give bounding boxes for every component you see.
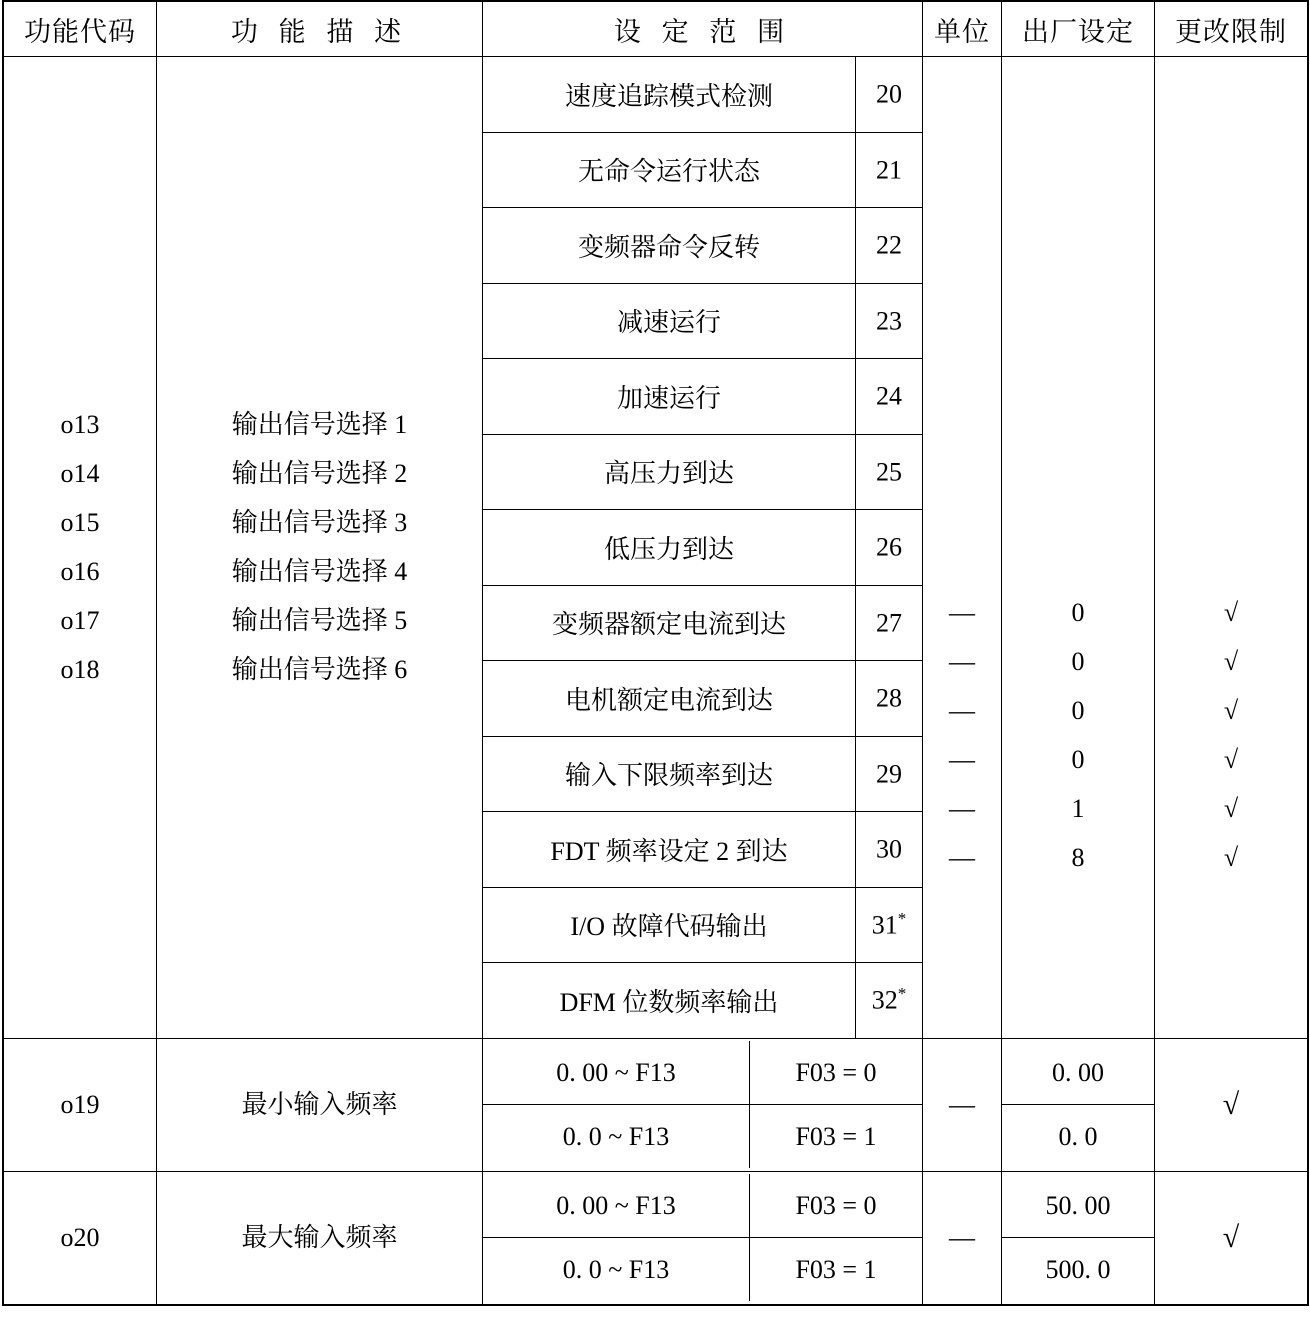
factory-spacer	[1002, 213, 1154, 588]
range-value	[856, 812, 923, 888]
range-condition: F03 = 1	[795, 1254, 877, 1284]
range-expression: 0. 0 ~ F13	[483, 1238, 750, 1302]
cell-function-code-o20: o20	[3, 1171, 157, 1305]
range-item	[483, 585, 922, 661]
header-change-limit: 更改限制	[1155, 1, 1309, 57]
table-row-output-signal-select	[3, 57, 1308, 1039]
header-function-description	[157, 1, 483, 57]
range-item	[483, 359, 922, 435]
code-o15: o15	[60, 508, 100, 538]
limit-o16: √	[1223, 744, 1239, 774]
range-label: 加速运行	[483, 359, 856, 435]
limit-o17: √	[1223, 793, 1239, 823]
range-value-star: *	[897, 908, 907, 928]
range-condition: F03 = 0	[750, 1041, 923, 1105]
header-factory-setting: 出厂设定	[1002, 1, 1155, 57]
cell-unit-o19: —	[923, 1038, 1002, 1171]
range-row	[483, 1105, 922, 1169]
range-value-text: 24	[876, 382, 902, 412]
range-value	[856, 585, 923, 661]
range-label: 低压力到达	[483, 510, 856, 586]
cell-factory-o19	[1002, 1038, 1155, 1171]
range-label: DFM 位数频率输出	[483, 963, 856, 1038]
range-row	[483, 1238, 922, 1302]
cell-units	[923, 57, 1002, 1039]
range-item	[483, 57, 922, 132]
factory-row	[1002, 1105, 1154, 1169]
unit-o14: —	[949, 646, 975, 676]
range-item	[483, 208, 922, 284]
cell-change-limits	[1155, 57, 1309, 1039]
range-label: 高压力到达	[483, 434, 856, 510]
table-row-max-input-frequency	[3, 1171, 1308, 1305]
limit-o18: √	[1223, 842, 1239, 872]
factory-o18: 8	[1071, 842, 1085, 872]
range-label: 变频器额定电流到达	[483, 585, 856, 661]
range-condition: F03 = 1	[795, 1121, 877, 1151]
factory-value: 500. 0	[1045, 1254, 1111, 1284]
range-item	[483, 963, 922, 1038]
limit-o13: √	[1223, 597, 1239, 627]
cell-function-code-o19: o19	[3, 1038, 157, 1171]
range-value	[856, 359, 923, 435]
range-value-text: 25	[876, 457, 902, 487]
factory-pair-table-o19	[1002, 1041, 1154, 1168]
factory-row	[1002, 1238, 1154, 1302]
range-value	[856, 510, 923, 586]
range-label: 电机额定电流到达	[483, 661, 856, 737]
header-setting-range-text: 设 定 范 围	[613, 16, 792, 47]
factory-o15: 0	[1071, 695, 1085, 725]
unit-o13: —	[949, 597, 975, 627]
desc-o14: 输出信号选择 2	[231, 459, 408, 489]
cell-setting-range-list	[483, 57, 923, 1039]
range-item	[483, 736, 922, 812]
header-unit: 单位	[923, 1, 1002, 57]
unit-o18: —	[949, 842, 975, 872]
desc-o16: 输出信号选择 4	[231, 557, 408, 587]
limit-o15: √	[1223, 695, 1239, 725]
code-o13: o13	[60, 410, 100, 440]
cell-function-descriptions	[157, 57, 483, 1039]
factory-row	[1002, 1174, 1154, 1238]
range-expression: 0. 00 ~ F13	[483, 1041, 750, 1105]
range-label: 无命令运行状态	[483, 132, 856, 208]
range-label: 变频器命令反转	[483, 208, 856, 284]
range-value	[856, 736, 923, 812]
range-value-text: 20	[876, 80, 902, 110]
range-value-text: 29	[876, 759, 902, 789]
range-label: 减速运行	[483, 283, 856, 359]
range-value-text: 32	[871, 986, 898, 1016]
cell-unit-o20: —	[923, 1171, 1002, 1305]
range-label: 输入下限频率到达	[483, 736, 856, 812]
range-item	[483, 812, 922, 888]
unit-o15: —	[949, 695, 975, 725]
cell-factory-o20	[1002, 1171, 1155, 1305]
range-value-text: 22	[876, 231, 902, 261]
factory-o13: 0	[1071, 597, 1085, 627]
range-value-text: 23	[876, 306, 902, 336]
parameter-table	[2, 0, 1309, 1306]
range-label: I/O 故障代码输出	[483, 887, 856, 963]
cell-description-o20: 最大输入频率	[157, 1171, 483, 1305]
cell-setting-range-o20	[483, 1171, 923, 1305]
code-o17: o17	[60, 606, 100, 636]
range-value-text: 26	[876, 533, 902, 563]
range-item	[483, 887, 922, 963]
factory-o17: 1	[1071, 793, 1085, 823]
range-pair-table-o20	[483, 1174, 922, 1301]
cell-setting-range-o19	[483, 1038, 923, 1171]
table-body	[3, 57, 1308, 1305]
cell-description-o19: 最小输入频率	[157, 1038, 483, 1171]
range-item	[483, 132, 922, 208]
desc-o15: 输出信号选择 3	[231, 508, 408, 538]
code-o16: o16	[60, 557, 100, 587]
range-list-table	[483, 57, 922, 1038]
desc-o13: 输出信号选择 1	[231, 410, 408, 440]
range-value	[856, 57, 923, 132]
desc-o18: 输出信号选择 6	[231, 655, 408, 685]
range-value	[856, 283, 923, 359]
range-item	[483, 510, 922, 586]
range-value	[856, 963, 923, 1038]
range-item	[483, 283, 922, 359]
range-item	[483, 434, 922, 510]
limit-spacer	[1155, 213, 1307, 588]
range-row	[483, 1174, 922, 1238]
limit-o14: √	[1223, 646, 1239, 676]
range-label: 速度追踪模式检测	[483, 57, 856, 132]
range-value	[856, 132, 923, 208]
cell-factory-settings	[1002, 57, 1155, 1039]
factory-row	[1002, 1041, 1154, 1105]
cell-function-codes	[3, 57, 157, 1039]
table-header	[3, 1, 1308, 57]
range-expression: 0. 00 ~ F13	[483, 1174, 750, 1238]
header-setting-range	[483, 1, 923, 57]
range-condition: F03 = 0	[750, 1174, 923, 1238]
range-value-text: 30	[876, 835, 902, 865]
range-value	[856, 661, 923, 737]
range-pair-table-o19	[483, 1041, 922, 1168]
factory-o16: 0	[1071, 744, 1085, 774]
factory-value: 0. 0	[1058, 1121, 1098, 1151]
factory-value: 0. 00	[1002, 1041, 1154, 1105]
header-row	[3, 1, 1308, 57]
range-label: FDT 频率设定 2 到达	[483, 812, 856, 888]
factory-o14: 0	[1071, 646, 1085, 676]
range-item	[483, 661, 922, 737]
cell-limit-o20: √	[1155, 1171, 1309, 1305]
unit-o16: —	[949, 744, 975, 774]
range-value-text: 21	[876, 155, 902, 185]
header-function-code: 功能代码	[3, 1, 157, 57]
range-value	[856, 434, 923, 510]
range-row	[483, 1041, 922, 1105]
desc-o17: 输出信号选择 5	[231, 606, 408, 636]
cell-limit-o19: √	[1155, 1038, 1309, 1171]
range-value-text: 27	[876, 608, 902, 638]
unit-spacer	[923, 213, 1001, 588]
code-o14: o14	[60, 459, 100, 489]
range-value	[856, 887, 923, 963]
factory-pair-table-o20	[1002, 1174, 1154, 1301]
range-value-text: 28	[876, 684, 902, 714]
range-value-text: 31	[871, 910, 898, 940]
table-row-min-input-frequency	[3, 1038, 1308, 1171]
range-expression: 0. 0 ~ F13	[483, 1105, 750, 1169]
range-value-star: *	[897, 984, 907, 1004]
factory-value: 50. 00	[1002, 1174, 1154, 1238]
unit-o17: —	[949, 793, 975, 823]
header-function-description-text: 功 能 描 述	[230, 16, 409, 47]
range-value	[856, 208, 923, 284]
code-o18: o18	[60, 655, 100, 685]
